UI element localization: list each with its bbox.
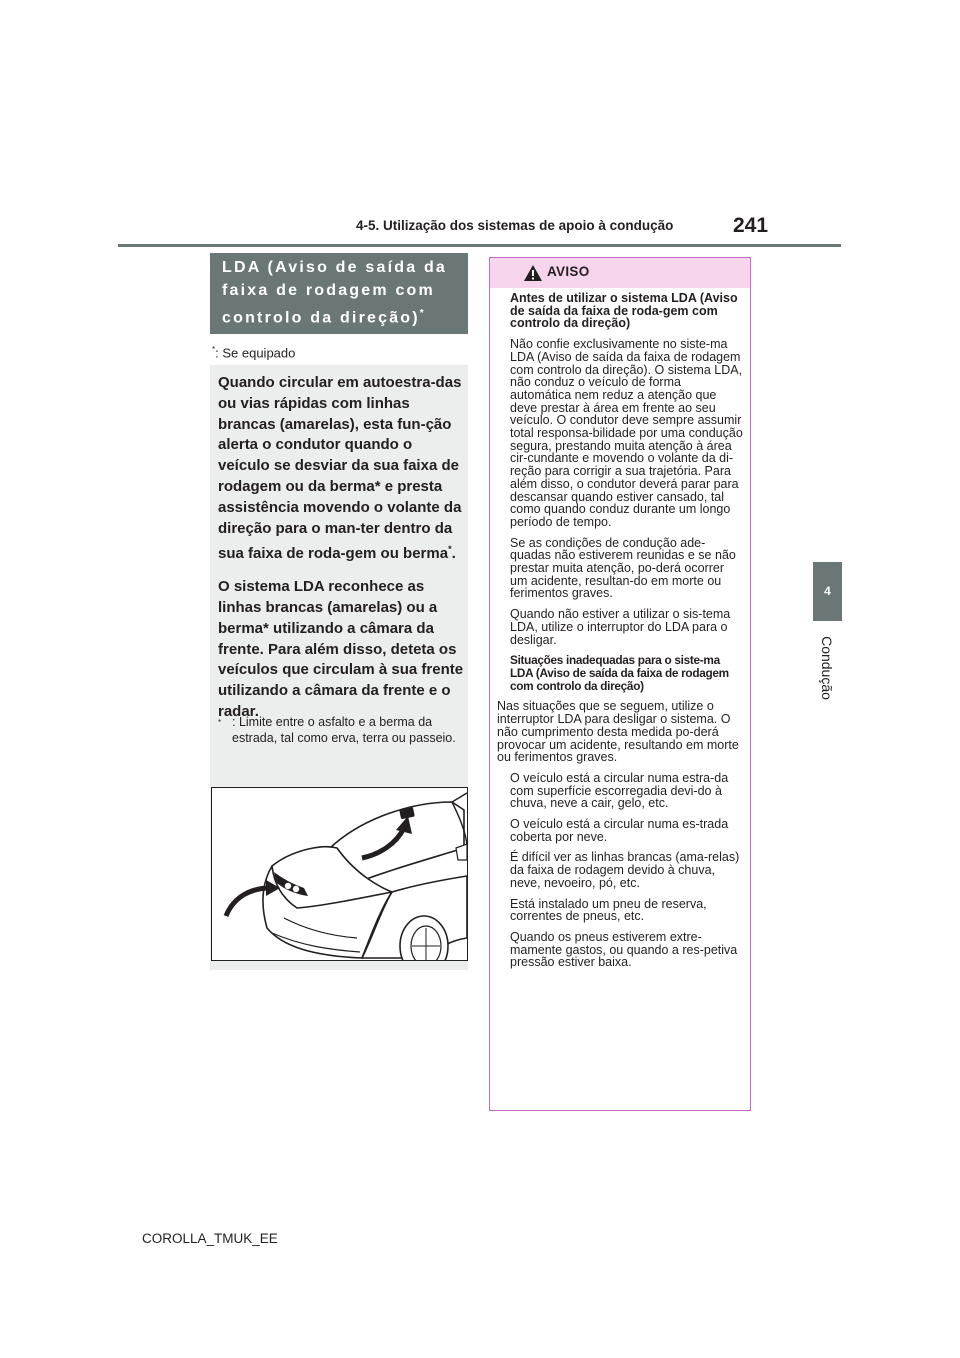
intro-paragraph-1-text: Quando circular em autoestra-das ou vias rápidas com linhas brancas (amarelas), esta fun-ção alerta o condutor quando o veículo se desviar da sua faixa de rodagem ou da berma* e presta assistência movendo o volante da direção para o man-ter dentro da sua faixa de roda-gem ou berma: [218, 374, 462, 563]
footnote-asterisk: *: [218, 718, 222, 727]
section-header-title: 4-5. Utilização dos sistemas de apoio à condução: [356, 218, 674, 233]
intro-paragraph-1: [218, 373, 464, 565]
warning-heading-2: Situações inadequadas para o siste-ma LDA (Aviso de saída da faixa de rodagem com controlo da direção): [510, 653, 729, 693]
car-front-camera-illustration: [211, 787, 468, 961]
berma-footnote: [218, 715, 464, 746]
section-title-line-3: [222, 302, 456, 329]
chapter-label: [812, 600, 842, 700]
section-title-line-3-text: controlo da direção): [222, 309, 420, 327]
warning-item-1: O veículo está a circular numa estra-da com superfície escorregadia devi-do à chuva, neve a cair, gelo, etc.: [510, 770, 729, 811]
header-divider: [118, 244, 841, 247]
section-title-line-2: faixa de rodagem com: [222, 282, 435, 299]
intro-paragraph-1-mark: *: [448, 544, 452, 555]
warning-paragraph-3: Quando não estiver a utilizar o sis-tema LDA, utilize o interruptor do LDA para o desligar.: [510, 607, 731, 647]
page-number: 241: [733, 214, 769, 237]
section-title-asterisk: *: [419, 308, 424, 319]
warning-item-4: Está instalado um pneu de reserva, correntes de pneus, etc.: [510, 896, 707, 924]
equipment-note-mark: *: [212, 345, 216, 354]
chapter-tab: 4: [813, 562, 842, 621]
warning-text: [497, 292, 744, 977]
footer-code: COROLLA_TMUK_EE: [142, 1231, 278, 1246]
warning-paragraph-2: Se as condições de condução ade-quadas não estiverem reunidas e se não prestar muita atenção, po-derá ocorrer um acidente, resultan-do em morte ou ferimentos graves.: [510, 535, 736, 601]
warning-paragraph-1: Não confie exclusivamente no siste-ma LDA (Aviso de saída da faixa de rodagem com controlo da direção). O sistema LDA, não conduz o veículo de forma automática nem reduz a atenção que deve prestar à área em frente ao seu veículo. O condutor deve sempre assumir total responsa-bilidade por uma condução segura, prestando muita atenção à área cir-cundante e movendo o volante da di-reção para corrigir a sua trajetória. Para além disso, o condutor deverá parar para descansar quando estiver cansado, tal como quando conduz durante um longo período de tempo.: [510, 337, 743, 529]
intro-paragraph-2: O sistema LDA reconhece as linhas brancas (amarelas) ou a berma* utilizando a câmara da frente. Para além disso, deteta os veículos que circulam à sua frente utilizando a câmara da frente e o radar.: [218, 578, 464, 720]
section-title-line-1: LDA (Aviso de saída da: [222, 259, 448, 276]
equipment-note: [212, 345, 295, 360]
intro-paragraph-1-end: .: [451, 545, 456, 563]
section-title: [210, 253, 468, 334]
chapter-label-text: Condução: [819, 636, 835, 700]
equipment-note-text: : Se equipado: [215, 345, 296, 361]
warning-item-3: É difícil ver as linhas brancas (ama-relas) da faixa de rodagem devido à chuva, neve, nevoeiro, pó, etc.: [510, 850, 740, 890]
warning-item-2: O veículo está a circular numa es-trada coberta por neve.: [510, 817, 729, 844]
footnote-text: : Limite entre o asfalto e a berma da estrada, tal como erva, terra ou passeio.: [232, 715, 456, 745]
warning-heading-1: Antes de utilizar o sistema LDA (Aviso de saída da faixa de roda-gem com controlo da direção): [510, 291, 738, 331]
footnote-mark: [218, 715, 221, 735]
car-drawing: [212, 788, 467, 960]
warning-triangle-icon: [523, 264, 543, 282]
warning-title: AVISO: [547, 264, 590, 279]
warning-item-5: Quando os pneus estiverem extre-mamente gastos, ou quando a res-petiva pressão estiver baixa.: [510, 929, 738, 970]
warning-paragraph-4: Nas situações que se seguem, utilize o interruptor LDA para desligar o sistema. O não cumprimento desta medida po-derá provocar um acidente, resultando em morte ou ferimentos graves.: [497, 699, 739, 765]
intro-text: [218, 373, 464, 735]
